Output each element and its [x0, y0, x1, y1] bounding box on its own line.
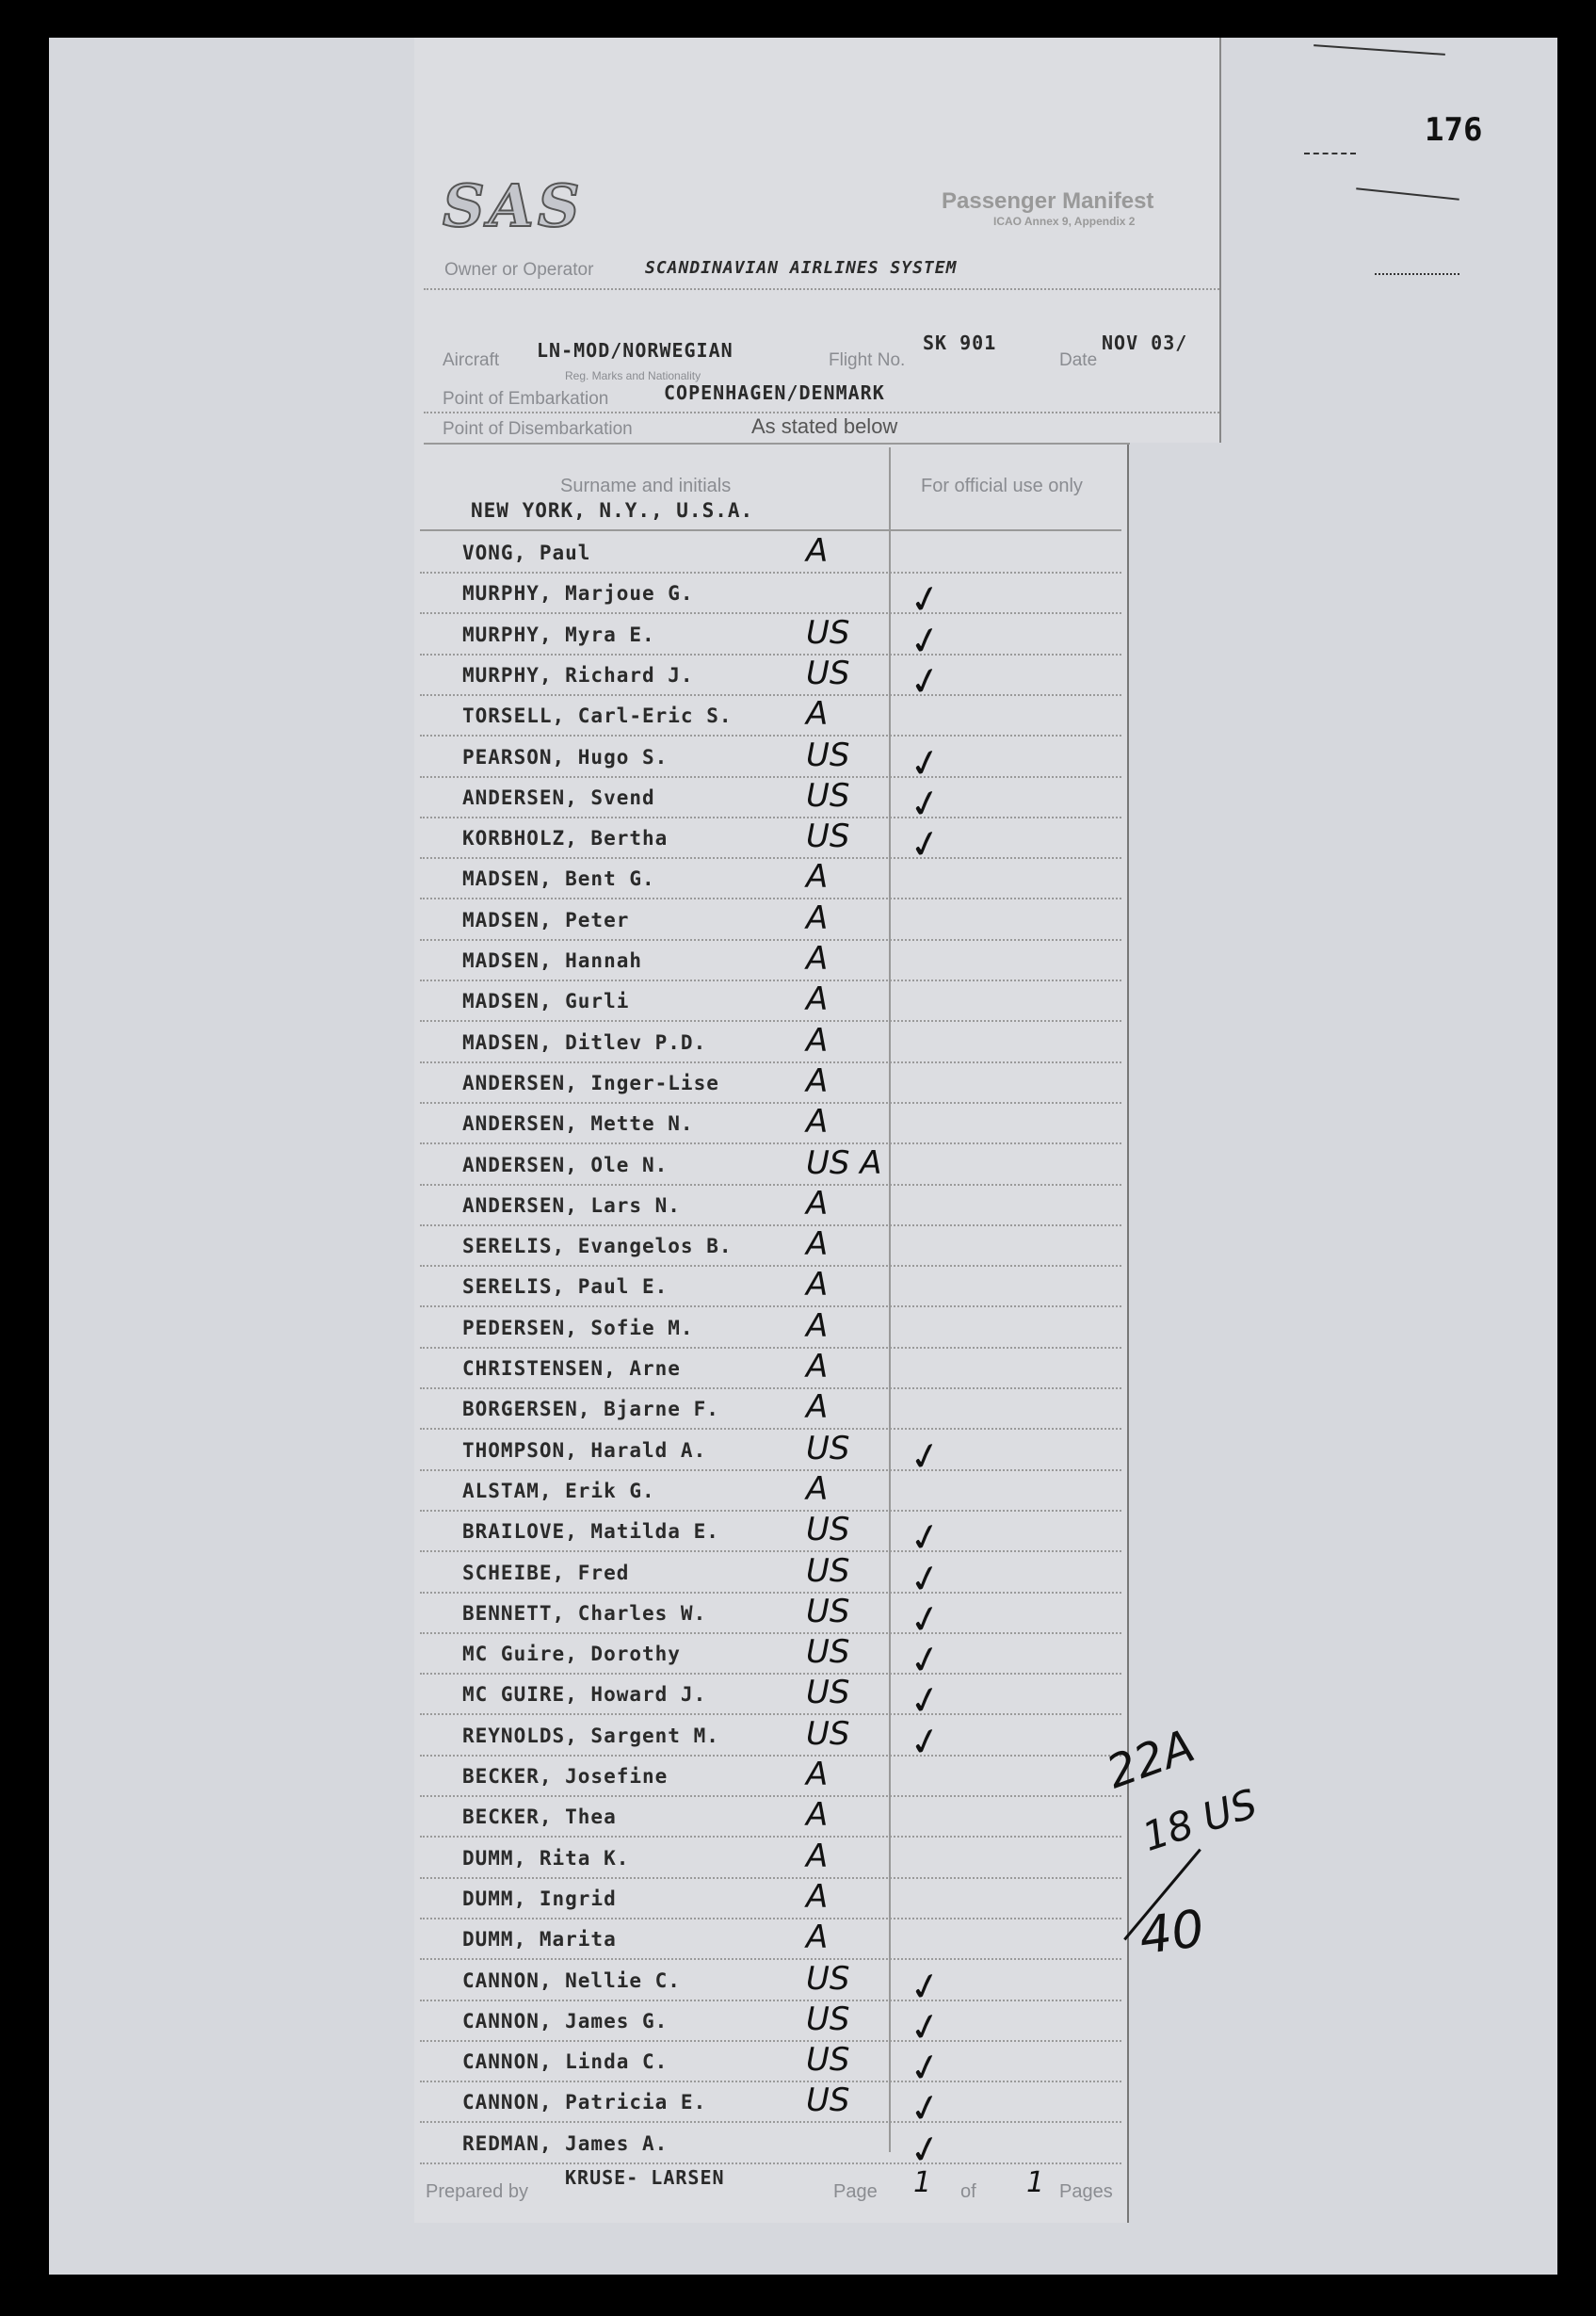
nationality-mark: US: [806, 1674, 850, 1712]
table-row: [420, 1796, 1121, 1838]
passenger-name: DUMM, Ingrid: [462, 1887, 617, 1910]
sas-logo: SAS: [443, 171, 584, 240]
nationality-mark: US: [806, 654, 850, 692]
divider: [424, 443, 1130, 445]
nationality-mark: A: [806, 695, 829, 734]
page-label: Page: [833, 2181, 878, 2202]
checkmark-icon: ✓: [905, 2002, 945, 2052]
table-row: [420, 695, 1121, 737]
table-row: [420, 776, 1121, 829]
table-row: [420, 654, 1121, 706]
passenger-name: KORBHOLZ, Bertha: [462, 827, 669, 850]
table-row: [420, 1266, 1121, 1307]
nationality-mark: A: [806, 940, 829, 978]
checkmark-icon: ✓: [905, 1962, 945, 2012]
checkmark-icon: ✓: [905, 656, 945, 706]
table-row: [420, 2081, 1121, 2134]
nationality-mark: US: [806, 1551, 850, 1590]
table-row: [420, 1429, 1121, 1482]
nationality-mark: US: [806, 1592, 850, 1630]
passenger-name: BECKER, Thea: [462, 1806, 617, 1829]
nationality-mark: A: [806, 1184, 829, 1223]
nationality-mark: A: [806, 858, 829, 897]
passenger-name: REYNOLDS, Sargent M.: [462, 1724, 719, 1747]
passenger-name: MURPHY, Marjoue G.: [462, 582, 694, 606]
nationality-mark: A: [806, 1225, 829, 1264]
header-divider: [420, 529, 1121, 531]
nationality-mark: A: [806, 1469, 829, 1508]
nationality-mark: US: [806, 818, 850, 856]
checkmark-icon: ✓: [905, 1636, 945, 1686]
passenger-name: ANDERSEN, Svend: [462, 785, 655, 809]
table-row: [420, 532, 1121, 574]
checkmark-icon: ✓: [905, 1554, 945, 1604]
table-row: [420, 1592, 1121, 1644]
tally-total: 40: [1135, 1898, 1208, 1967]
passenger-name: MADSEN, Ditlev P.D.: [462, 1030, 707, 1054]
passenger-name: VONG, Paul: [462, 542, 591, 564]
nationality-mark: US: [806, 2041, 850, 2080]
passenger-name: BORGERSEN, Bjarne F.: [462, 1398, 719, 1421]
nationality-mark: US: [806, 613, 850, 652]
form-subtitle: ICAO Annex 9, Appendix 2: [993, 215, 1136, 228]
table-row: [420, 1838, 1121, 1879]
prepared-by-value: KRUSE- LARSEN: [565, 2166, 725, 2189]
table-row: [420, 2041, 1121, 2094]
nationality-mark: A: [806, 1877, 829, 1916]
nationality-mark: A: [806, 899, 829, 937]
divider: [424, 288, 1219, 290]
table-row: [420, 858, 1121, 899]
passenger-name: CANNON, Patricia E.: [462, 2091, 707, 2114]
disembarkation-value: As stated below: [751, 414, 898, 438]
nationality-mark: US: [806, 1511, 850, 1549]
table-row: [420, 1551, 1121, 1604]
flight-label: Flight No.: [829, 350, 906, 370]
table-row: [420, 1674, 1121, 1726]
checkmark-icon: ✓: [905, 616, 945, 666]
surname-column-header: Surname and initials: [560, 476, 732, 496]
divider: [424, 412, 1219, 413]
passenger-name: SERELIS, Evangelos B.: [462, 1235, 733, 1258]
checkmark-icon: ✓: [905, 2125, 945, 2175]
flight-value: SK 901: [923, 332, 997, 354]
nationality-mark: A: [806, 1796, 829, 1835]
tally-a-count: 22A: [1100, 1719, 1201, 1800]
table-row: [420, 1062, 1121, 1104]
nationality-mark: US: [806, 2081, 850, 2120]
nationality-mark: A: [806, 980, 829, 1019]
passenger-name: MURPHY, Myra E.: [462, 623, 655, 646]
checkmark-icon: ✓: [905, 779, 945, 829]
embarkation-label: Point of Embarkation: [443, 389, 609, 409]
disembarkation-label: Point of Disembarkation: [443, 419, 633, 439]
margin-scribble: [1375, 273, 1459, 275]
passenger-name: ANDERSEN, Mette N.: [462, 1112, 694, 1136]
nationality-mark: A: [806, 1756, 829, 1793]
passenger-name: SCHEIBE, Fred: [462, 1561, 630, 1584]
checkmark-icon: ✓: [905, 1514, 945, 1563]
table-row: [420, 2000, 1121, 2052]
nationality-mark: A: [806, 532, 829, 570]
page-number: 176: [1425, 111, 1483, 149]
passenger-name: REDMAN, James A.: [462, 2131, 669, 2155]
table-row: [420, 1225, 1121, 1267]
passenger-name: MADSEN, Bent G.: [462, 867, 655, 891]
nationality-mark: US A: [806, 1143, 882, 1182]
owner-value: SCANDINAVIAN AIRLINES SYSTEM: [645, 258, 958, 278]
checkmark-icon: ✓: [905, 2044, 945, 2094]
table-row: [420, 2123, 1121, 2175]
passenger-name: PEDERSEN, Sofie M.: [462, 1316, 694, 1339]
checkmark-icon: ✓: [905, 2084, 945, 2134]
form-title: Passenger Manifest: [942, 188, 1154, 214]
checkmark-icon: ✓: [905, 1676, 945, 1726]
nationality-mark: US: [806, 1714, 850, 1753]
table-row: [420, 1470, 1121, 1512]
nationality-mark: A: [806, 1103, 829, 1142]
table-row: [420, 1756, 1121, 1797]
aircraft-label: Aircraft: [443, 350, 500, 370]
table-row: [420, 1307, 1121, 1349]
prepared-by-label: Prepared by: [426, 2181, 528, 2202]
nationality-mark: A: [806, 1266, 829, 1304]
pages-label: Pages: [1059, 2181, 1113, 2202]
nationality-mark: A: [806, 1837, 829, 1875]
table-row: [420, 940, 1121, 981]
passenger-name: MURPHY, Richard J.: [462, 663, 694, 687]
nationality-mark: US: [806, 1633, 850, 1672]
table-row: [420, 1633, 1121, 1686]
table-row: [420, 1022, 1121, 1063]
aircraft-value: LN-MOD/NORWEGIAN: [537, 339, 734, 362]
passenger-name: MC Guire, Dorothy: [462, 1643, 681, 1666]
table-row: [420, 1144, 1121, 1186]
table-row: [420, 980, 1121, 1022]
passenger-name: ANDERSEN, Ole N.: [462, 1153, 669, 1176]
page-value: 1: [913, 2166, 932, 2199]
nationality-mark: US: [806, 1959, 850, 1998]
table-row: [420, 1103, 1121, 1144]
nationality-mark: A: [806, 1061, 829, 1100]
nationality-mark: A: [806, 1348, 829, 1385]
nationality-mark: A: [806, 1919, 829, 1957]
table-row: [420, 1511, 1121, 1563]
checkmark-icon: ✓: [905, 1595, 945, 1644]
passenger-name: ANDERSEN, Lars N.: [462, 1193, 681, 1217]
passenger-name: CANNON, James G.: [462, 2009, 669, 2033]
table-row: [420, 1348, 1121, 1389]
date-value: NOV 03/: [1102, 332, 1188, 354]
passenger-name: DUMM, Marita: [462, 1928, 617, 1952]
reg-marks-note: Reg. Marks and Nationality: [565, 369, 701, 382]
checkmark-icon: ✓: [905, 820, 945, 870]
passenger-name: BECKER, Josefine: [462, 1765, 669, 1788]
table-row: [420, 613, 1121, 666]
passenger-name: CANNON, Nellie C.: [462, 1968, 681, 1992]
passenger-name: MADSEN, Peter: [462, 908, 630, 931]
passenger-name: TORSELL, Carl-Eric S.: [462, 705, 733, 728]
destination-heading: NEW YORK, N.Y., U.S.A.: [471, 499, 754, 522]
checkmark-icon: ✓: [905, 738, 945, 788]
nationality-mark: A: [806, 1021, 829, 1060]
margin-scribble: [1304, 153, 1356, 154]
table-row: [420, 1714, 1121, 1767]
passenger-name: MADSEN, Hannah: [462, 949, 643, 972]
table-row: [420, 1919, 1121, 1960]
passenger-name: MC GUIRE, Howard J.: [462, 1683, 707, 1707]
passenger-name: SERELIS, Paul E.: [462, 1275, 669, 1299]
official-use-column-header: For official use only: [921, 476, 1083, 496]
table-row: [420, 1959, 1121, 2012]
table-row: [420, 573, 1121, 625]
nationality-mark: US: [806, 736, 850, 774]
table-row: [420, 899, 1121, 941]
nationality-mark: US: [806, 1429, 850, 1467]
table-row: [420, 736, 1121, 788]
passenger-name: PEARSON, Hugo S.: [462, 745, 669, 769]
passenger-name: MADSEN, Gurli: [462, 990, 630, 1013]
checkmark-icon: ✓: [905, 575, 945, 625]
nationality-mark: US: [806, 2000, 850, 2038]
embarkation-value: COPENHAGEN/DENMARK: [664, 381, 885, 404]
passenger-name: CANNON, Linda C.: [462, 2050, 669, 2074]
table-row: [420, 1878, 1121, 1919]
date-label: Date: [1059, 350, 1098, 370]
passenger-name: BENNETT, Charles W.: [462, 1601, 707, 1625]
of-value: 1: [1026, 2166, 1045, 2199]
checkmark-icon: ✓: [905, 1717, 945, 1767]
of-label: of: [960, 2181, 976, 2202]
owner-label: Owner or Operator: [444, 260, 594, 280]
passenger-name: THOMPSON, Harald A.: [462, 1438, 707, 1462]
passenger-name: CHRISTENSEN, Arne: [462, 1357, 681, 1380]
passenger-name: ANDERSEN, Inger-Lise: [462, 1071, 719, 1094]
tally-us-count: 18 US: [1137, 1780, 1263, 1860]
nationality-mark: A: [806, 1306, 829, 1345]
table-row: [420, 1185, 1121, 1226]
table-row: [420, 1388, 1121, 1430]
checkmark-icon: ✓: [905, 1432, 945, 1482]
passenger-name: ALSTAM, Erik G.: [462, 1479, 655, 1502]
passenger-name: DUMM, Rita K.: [462, 1846, 630, 1870]
nationality-mark: US: [806, 776, 850, 815]
nationality-mark: A: [806, 1388, 829, 1427]
table-row: [420, 818, 1121, 870]
passenger-name: BRAILOVE, Matilda E.: [462, 1520, 719, 1544]
